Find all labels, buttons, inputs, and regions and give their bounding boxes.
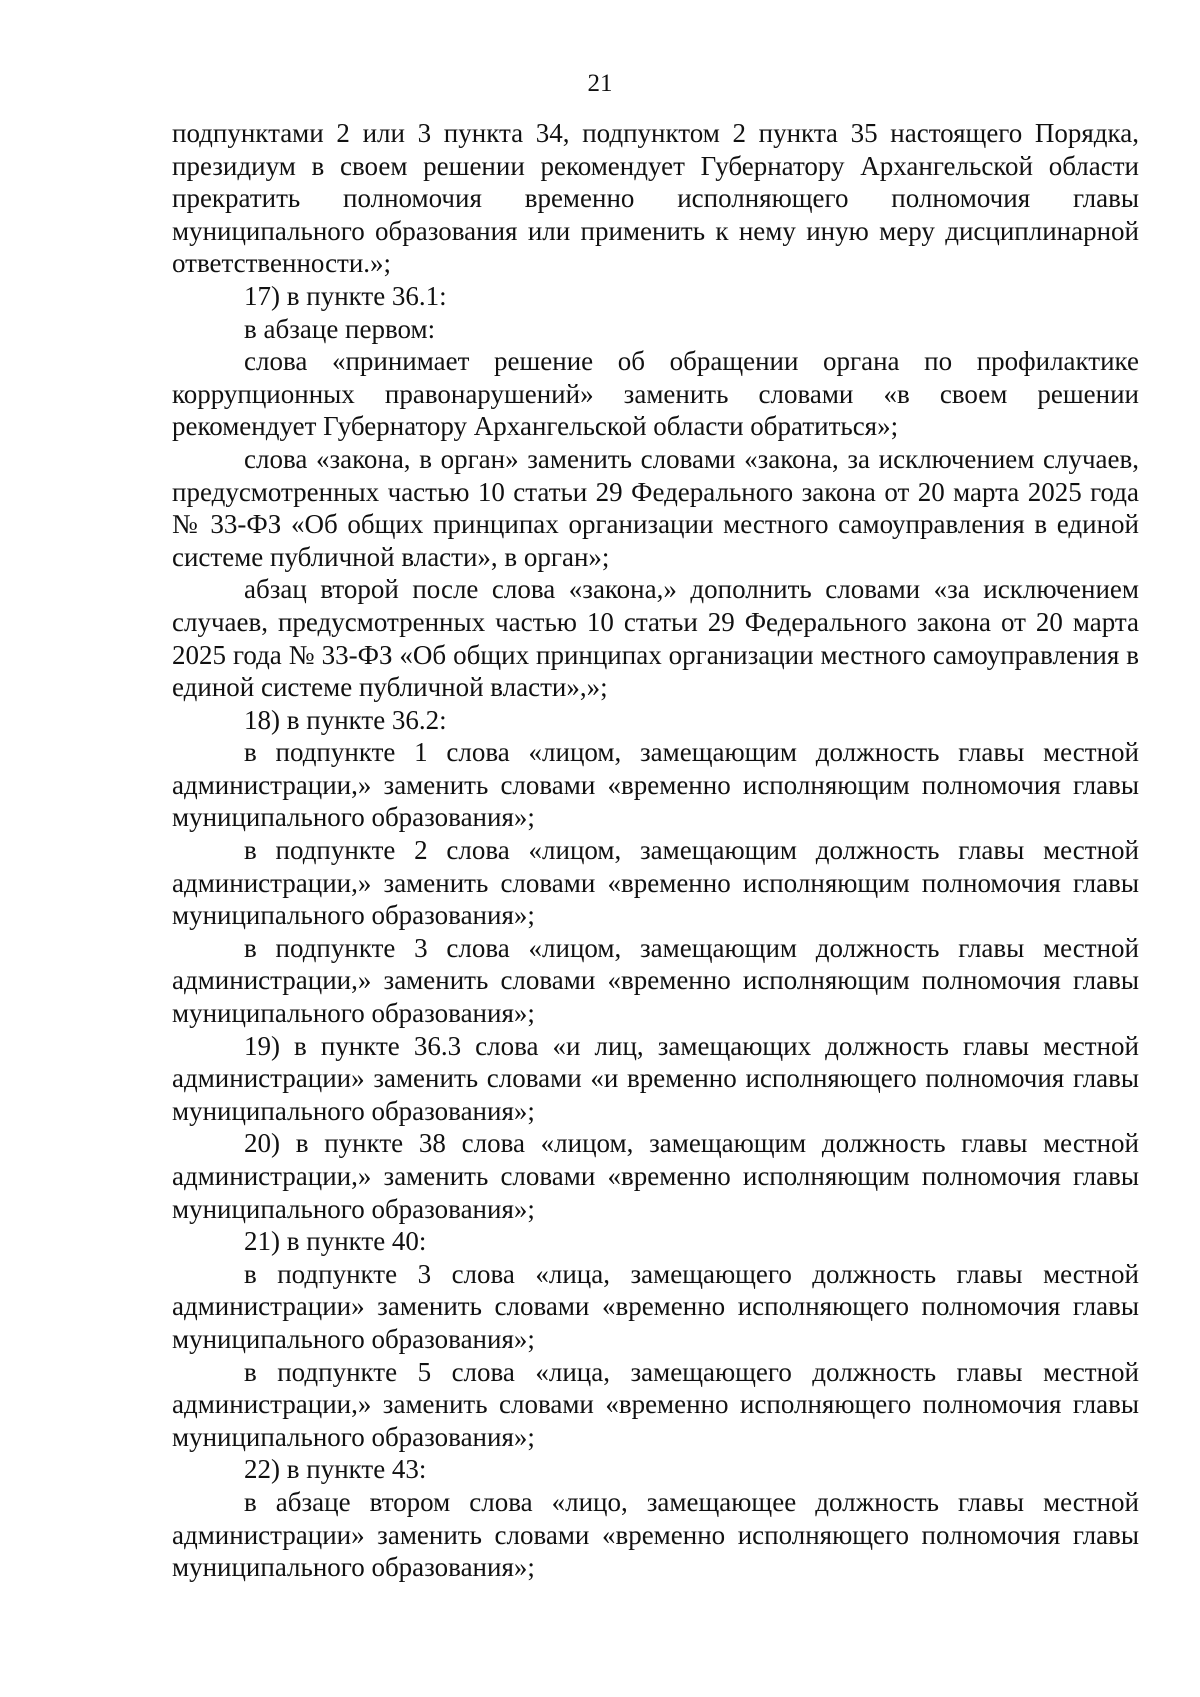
paragraph-item-17: 17) в пункте 36.1: bbox=[244, 280, 447, 311]
paragraph: в абзаце втором слова «лицо, замещающее должность главы местной администрации» заменить словами «временно исполняющего полномочия главы муниципального образования»; bbox=[172, 1486, 1139, 1583]
paragraph-item-22: 22) в пункте 43: bbox=[244, 1454, 427, 1485]
paragraph: в подпункте 5 слова «лица, замещающего должность главы местной администрации,» заменить словами «временно исполняющего полномочия главы муниципального образования»; bbox=[172, 1356, 1139, 1452]
paragraph-item-19: 19) в пункте 36.3 слова «и лиц, замещающих должность главы местной администрации» заменить словами «и временно исполняющего полномочия главы муниципального образования»; bbox=[172, 1030, 1139, 1126]
document-body bbox=[172, 117, 1139, 1584]
paragraph-continuation: подпунктами 2 или 3 пункта 34, подпунктом 2 пункта 35 настоящего Порядка, президиум в своем решении рекомендует Губернатору Архангельской области прекратить полномочия временно исполняющего полномочия главы муниципального образования или применить к нему иную меру дисциплинарной ответственности.»; bbox=[172, 118, 1139, 279]
page-number: 21 bbox=[587, 70, 613, 97]
paragraph: слова «принимает решение об обращении органа по профилактике коррупционных правонарушений» заменить словами «в своем решении рекомендует Губернатору Архангельской области обратиться»; bbox=[172, 346, 1139, 442]
paragraph: в подпункте 3 слова «лица, замещающего должность главы местной администрации» заменить словами «временно исполняющего полномочия главы муниципального образования»; bbox=[172, 1258, 1139, 1354]
paragraph-item-20: 20) в пункте 38 слова «лицом, замещающим должность главы местной администрации,» заменить словами «временно исполняющим полномочия главы муниципального образования»; bbox=[172, 1128, 1139, 1224]
paragraph: в подпункте 1 слова «лицом, замещающим должность главы местной администрации,» заменить словами «временно исполняющим полномочия главы муниципального образования»; bbox=[172, 737, 1139, 833]
paragraph-item-21: 21) в пункте 40: bbox=[244, 1226, 427, 1257]
paragraph: в подпункте 3 слова «лицом, замещающим должность главы местной администрации,» заменить словами «временно исполняющим полномочия главы муниципального образования»; bbox=[172, 932, 1139, 1029]
paragraph-item-18: 18) в пункте 36.2: bbox=[244, 704, 447, 735]
paragraph: слова «закона, в орган» заменить словами «закона, за исключением случаев, предусмотренных частью 10 статьи 29 Федерального закона от 20 марта 2025 года № 33-ФЗ «Об общих принципах организации местного самоуправления в единой системе публичной власти», в орган»; bbox=[172, 443, 1139, 572]
paragraph: абзац второй после слова «закона,» дополнить словами «за исключением случаев, предусмотренных частью 10 статьи 29 Федерального закона от 20 марта 2025 года № 33-ФЗ «Об общих принципах организации местного самоуправления в единой системе публичной власти»,»; bbox=[172, 574, 1139, 703]
paragraph: в подпункте 2 слова «лицом, замещающим должность главы местной администрации,» заменить словами «временно исполняющим полномочия главы муниципального образования»; bbox=[172, 835, 1139, 931]
paragraph-abzac-first: в абзаце первом: bbox=[244, 313, 436, 344]
